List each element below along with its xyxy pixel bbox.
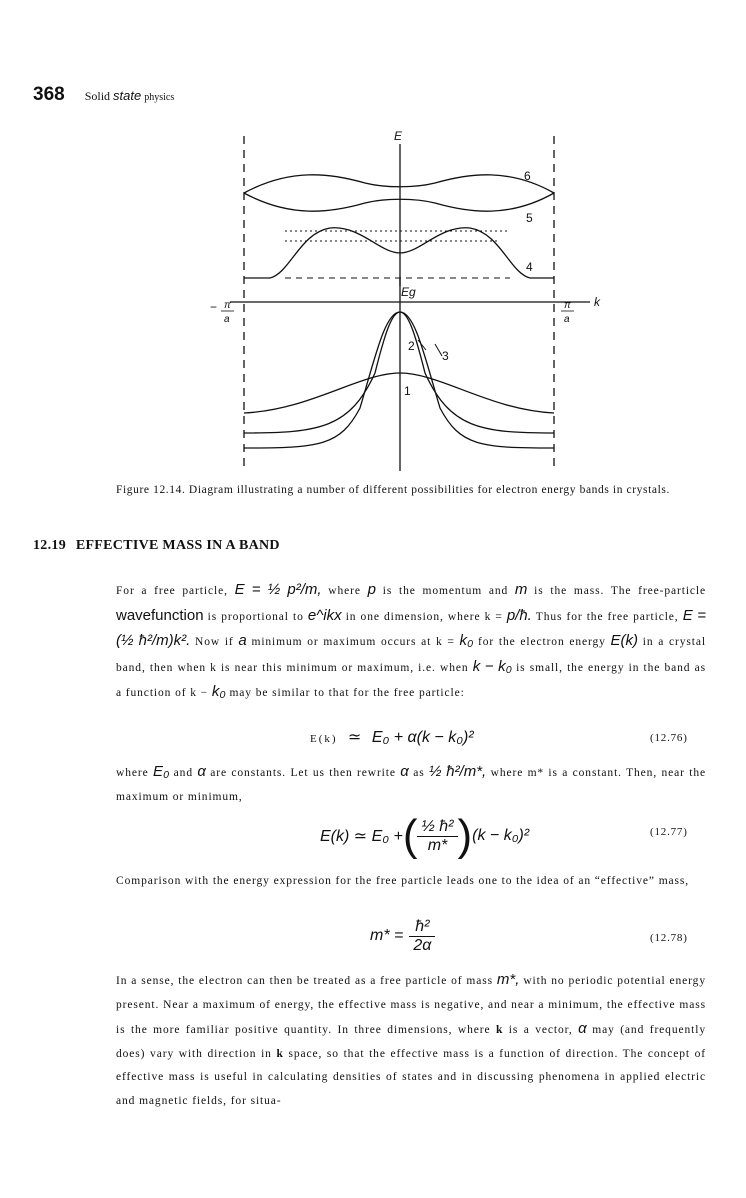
bold-vector: k	[496, 1024, 504, 1036]
text-run: are constants. Let us then rewrite	[210, 767, 396, 779]
paragraph-4	[116, 968, 706, 1113]
eq-rhs: E₀ + α(k − k₀)²	[371, 729, 474, 746]
math-run: E = ½ p²/m,	[234, 581, 322, 598]
math-run: α	[400, 763, 409, 780]
k-axis-label: k	[594, 295, 600, 309]
eq-lhs: m* =	[370, 927, 404, 944]
math-run: m*,	[496, 971, 520, 988]
math-run: α	[578, 1020, 587, 1037]
math-run: p	[367, 581, 376, 598]
math-run: e^ikx	[307, 606, 342, 624]
eq-paren-close: )	[457, 811, 473, 860]
text-run: is proportional to	[207, 610, 304, 623]
text-run: In a sense, the electron can then be treated as a free particle of mass	[116, 975, 494, 987]
running-title	[85, 89, 175, 103]
equation-number-12-78: (12.78)	[650, 932, 688, 944]
left-a: a	[224, 314, 230, 325]
figure-caption: Figure 12.14. Diagram illustrating a number of different possibilities for electron energy bands in crystals.	[116, 484, 670, 496]
band-5-curve	[244, 193, 554, 211]
band-3-label: 3	[442, 349, 449, 363]
eq-numerator: ħ²	[409, 918, 435, 937]
band-6-label: 6	[524, 169, 531, 183]
text-run: may be similar to that for the free particle:	[229, 687, 465, 699]
bold-vector: k	[276, 1047, 284, 1060]
eq-denominator: 2α	[413, 936, 432, 954]
running-title-part: physics	[144, 92, 175, 103]
text-run: Thus for the free particle,	[535, 610, 679, 623]
text-run: where	[328, 585, 361, 597]
text-run: for the electron energy	[478, 636, 606, 648]
paragraph-3: Comparison with the energy expression for the free particle leads one to the idea of an “effective” mass,	[116, 875, 690, 887]
section-heading	[33, 538, 280, 554]
text-run: is small, the energy in the band as a function of k −	[116, 661, 706, 699]
text-run: minimum or maximum occurs at k =	[251, 636, 455, 648]
energy-axis-label: E	[394, 129, 403, 143]
equation-12-77	[320, 806, 529, 866]
text-run: in one dimension, where k =	[345, 610, 503, 623]
eq-numerator: ½ ħ²	[417, 818, 457, 837]
text-run: For a free particle,	[116, 585, 228, 597]
left-pi: π	[224, 300, 231, 311]
text-run: space, so that the effective mass is a function of direction. The concept of effective mass is useful in calculating densities of states and in discussing phenomena in applied electric and magnetic fields, for situa-	[116, 1047, 706, 1107]
band-4-label: 4	[526, 260, 533, 274]
section-title: EFFECTIVE MASS IN A BAND	[75, 538, 280, 553]
math-run: E = (½ ħ²/m)k².	[116, 606, 706, 649]
equation-number-12-77: (12.77)	[650, 826, 688, 838]
math-run: E₀	[152, 763, 170, 780]
text-run: is the mass. The free-particle	[534, 585, 707, 597]
section-number: 12.19	[33, 538, 66, 553]
left-minus-sign: −	[210, 300, 218, 314]
text-run: is a vector,	[508, 1024, 573, 1036]
right-pi: π	[564, 300, 571, 311]
band-3-curve	[244, 312, 554, 448]
paragraph-2	[116, 760, 706, 809]
running-title-part: state	[113, 88, 142, 103]
band-1-curve	[244, 373, 554, 413]
eq-fraction	[409, 918, 435, 955]
eq-relation: ≃	[348, 729, 362, 746]
math-run: ½ ħ²/m*,	[428, 763, 487, 780]
math-run: k − k₀	[472, 657, 512, 675]
right-a: a	[564, 314, 570, 325]
equation-number-12-76: (12.76)	[650, 732, 688, 744]
running-header	[33, 84, 174, 108]
equation-12-76	[310, 727, 474, 747]
band-5-label: 5	[526, 211, 533, 225]
math-run: α	[197, 763, 206, 780]
text-run: with no periodic potential energy present. Near a maximum of energy, the effective mass is negative, and near a minimum, the effective mass is the more familiar positive quantity. In three dimensions, where	[116, 975, 706, 1036]
math-run: E(k)	[610, 632, 639, 649]
eq-lhs: E(k)	[310, 733, 338, 745]
running-title-part: Solid	[84, 89, 111, 103]
math-run: p/ħ.	[506, 606, 532, 624]
band-gap-label: Eg	[401, 285, 416, 299]
eq-denominator: m*	[427, 836, 448, 854]
math-run: wavefunction	[116, 606, 204, 624]
math-run: k₀	[459, 632, 474, 649]
equation-12-78	[370, 912, 435, 960]
paragraph-1	[116, 578, 706, 706]
text-run: where m* is a constant. Then, near the maximum or minimum,	[116, 767, 706, 803]
text-run: in a crystal band, then when k is near this minimum or maximum, i.e. when	[116, 636, 706, 674]
text-run: may (and frequently does) vary with direction in	[116, 1024, 706, 1060]
eq-fraction	[417, 818, 457, 855]
text-run: is the momentum and	[382, 585, 509, 597]
band-diagram-figure	[190, 128, 610, 473]
page-number: 368	[33, 84, 65, 105]
text-run: where	[116, 767, 149, 779]
band-1-label: 1	[404, 384, 411, 398]
text-run: as	[413, 767, 425, 779]
eq-lhs: E(k) ≃ E₀ +	[320, 828, 403, 845]
band-6-curve	[244, 175, 554, 193]
band-4-curve	[244, 228, 554, 278]
band-3-leader	[435, 344, 442, 356]
math-run: k₀	[211, 683, 226, 700]
eq-tail: (k − k₀)²	[472, 827, 530, 844]
math-run: m	[514, 581, 528, 598]
text-run: Now if	[195, 636, 234, 648]
text-run: and	[173, 767, 193, 779]
math-run: a	[238, 632, 247, 649]
eq-paren-open: (	[402, 811, 418, 860]
band-2-label: 2	[408, 339, 415, 353]
